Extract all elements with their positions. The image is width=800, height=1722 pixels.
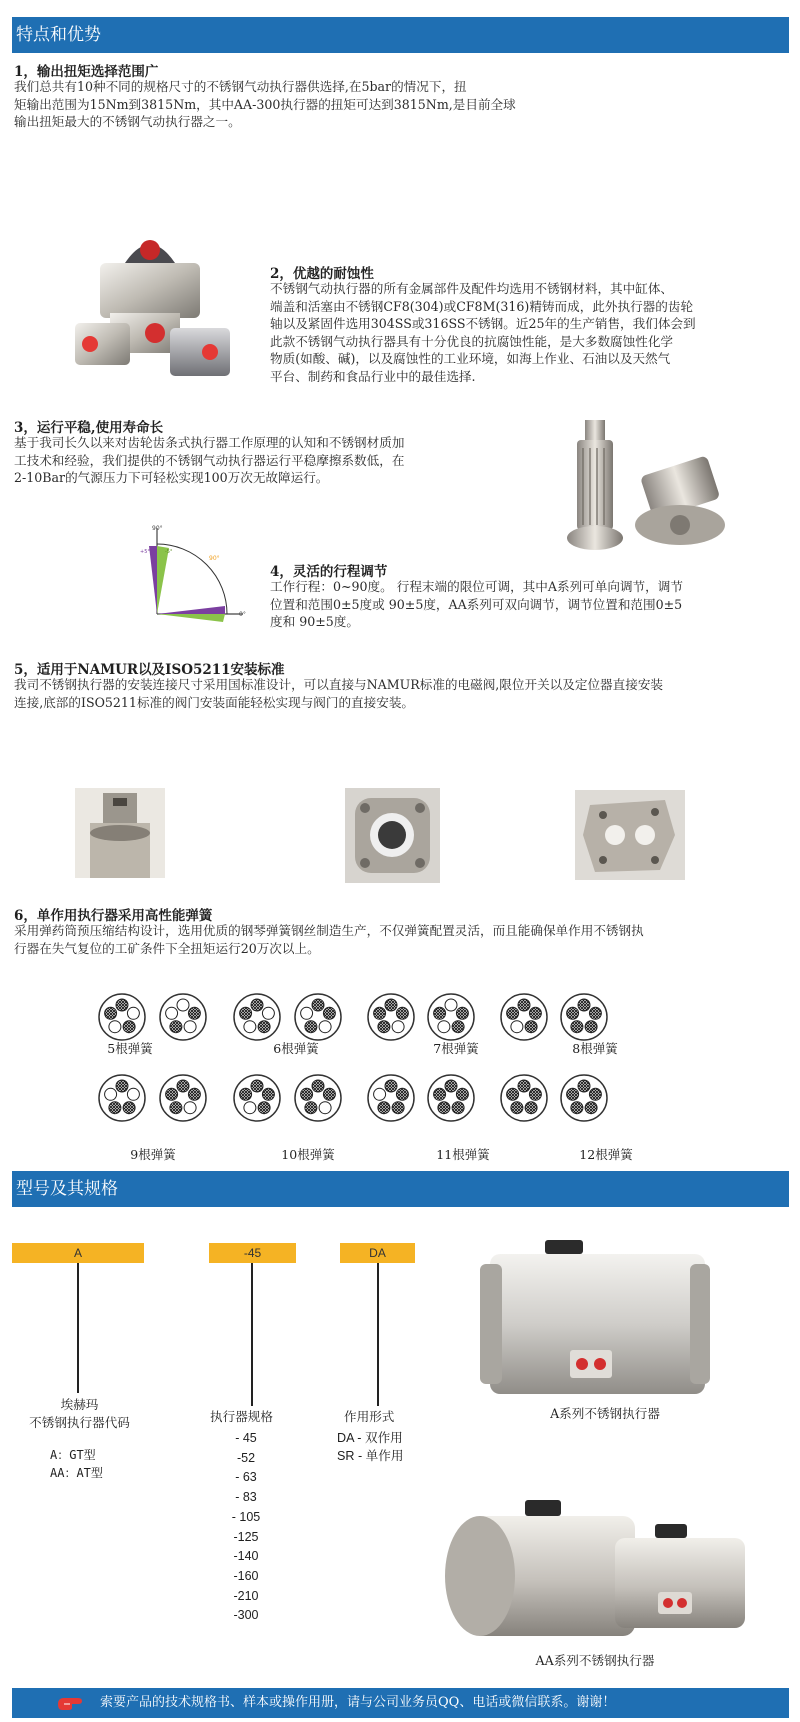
feature5-heading: 5，适用于NAMUR以及ISO5211安装标准 xyxy=(14,662,285,678)
label-90deg: 90° xyxy=(152,525,163,532)
feature3-text xyxy=(14,434,504,487)
spec-item: -52 xyxy=(236,1450,256,1465)
feature5-line: 连接,底部的ISO5211标准的阀门安装面能轻松实现与阀门的直接安装。 xyxy=(14,694,415,710)
spring-coil xyxy=(262,1007,274,1019)
spec-item: - 45 xyxy=(235,1431,257,1445)
spring-coil xyxy=(177,999,189,1011)
spring-coil xyxy=(258,1102,270,1114)
feature4-line: 工作行程：0~90度。 行程末端的限位可调，其中A系列可单向调节，调节 xyxy=(270,579,683,594)
action-title: 作用形式 xyxy=(344,1409,395,1424)
spring-coil xyxy=(312,999,324,1011)
spring-label-7: 7根弹簧 xyxy=(433,1041,479,1056)
spring-coil xyxy=(109,1102,121,1114)
code-values xyxy=(50,1446,103,1482)
spring-label-8: 8根弹簧 xyxy=(572,1041,618,1056)
spring-coil xyxy=(445,1080,457,1092)
pinion-gear-photo xyxy=(555,420,755,560)
a-series-actuator-photo xyxy=(480,1240,710,1405)
spring-coil xyxy=(105,1007,117,1019)
label-90deg-arc: 90° xyxy=(209,555,220,562)
feature3-heading: 3，运行平稳,使用寿命长 xyxy=(14,420,164,436)
feature2-line: 物质(如酸、碱)，以及腐蚀性的工业环境，如海上作业、石油以及天然气 xyxy=(270,351,671,366)
spring-coil xyxy=(396,1088,408,1100)
feature2-text xyxy=(270,280,790,385)
model-tag-size: -45 xyxy=(209,1243,296,1263)
spring-coil xyxy=(116,999,128,1011)
spring-coil xyxy=(511,1102,523,1114)
spring-coil xyxy=(188,1088,200,1100)
spec-list xyxy=(216,1429,276,1626)
spring-coil xyxy=(244,1021,256,1033)
spring-coil xyxy=(571,1102,583,1114)
spring-coil xyxy=(378,1021,390,1033)
spring-coil xyxy=(319,1021,331,1033)
spring-coil xyxy=(525,1021,537,1033)
spring-coil xyxy=(305,1021,317,1033)
spring-coil xyxy=(511,1021,523,1033)
spring-coil xyxy=(567,1088,579,1100)
spring-label-5: 5根弹簧 xyxy=(107,1041,153,1056)
spring-coil xyxy=(184,1021,196,1033)
label-minus5: -5° xyxy=(165,549,173,555)
spring-coil xyxy=(529,1088,541,1100)
spring-coil xyxy=(434,1007,446,1019)
feature4-text xyxy=(270,578,790,631)
spring-coil xyxy=(244,1102,256,1114)
label-0deg: 0° xyxy=(239,611,246,618)
footer-bar xyxy=(12,1688,789,1718)
caption-a-series: A系列不锈钢执行器 xyxy=(550,1406,660,1421)
spring-coil xyxy=(374,1088,386,1100)
code-value: AA：AT型 xyxy=(50,1466,103,1480)
spring-coil xyxy=(251,1080,263,1092)
spec-item: - 105 xyxy=(231,1509,261,1524)
connector-line xyxy=(377,1263,379,1406)
section-title-features: 特点和优势 xyxy=(12,17,789,53)
spring-coil xyxy=(385,1080,397,1092)
feature6-line: 行器在失气复位的工矿条件下全扭矩运行20万次以上。 xyxy=(14,940,320,956)
code-title xyxy=(12,1396,147,1432)
feature5-text xyxy=(14,676,789,711)
pointing-hand-icon xyxy=(56,1695,86,1711)
spring-coil xyxy=(177,1080,189,1092)
spring-coil xyxy=(166,1088,178,1100)
spring-coil xyxy=(127,1007,139,1019)
model-tag-action: DA xyxy=(340,1243,415,1263)
feature1-heading: 1，输出扭矩选择范围广 xyxy=(14,64,159,80)
connector-line xyxy=(251,1263,253,1406)
spring-coil xyxy=(305,1102,317,1114)
spring-coil xyxy=(378,1102,390,1114)
spring-coil xyxy=(585,1021,597,1033)
spring-coil xyxy=(374,1007,386,1019)
feature4-heading: 4，灵活的行程调节 xyxy=(270,564,388,580)
spring-coil xyxy=(456,1007,468,1019)
spring-coil xyxy=(323,1088,335,1100)
spec-item: -125 xyxy=(233,1529,259,1544)
spring-coil xyxy=(170,1102,182,1114)
spring-coil xyxy=(116,1080,128,1092)
namur-interface-photo xyxy=(575,790,685,880)
spring-label-6: 6根弹簧 xyxy=(273,1041,319,1056)
spec-title: 执行器规格 xyxy=(210,1409,273,1424)
feature2-line: 端盖和活塞由不锈钢CF8(304)或CF8M(316)精铸而成，此外执行器的齿轮 xyxy=(270,298,694,314)
spring-coil xyxy=(438,1021,450,1033)
spring-coil xyxy=(525,1102,537,1114)
spring-coil xyxy=(301,1007,313,1019)
spring-coil xyxy=(578,1080,590,1092)
code-value: A：GT型 xyxy=(50,1448,96,1462)
spring-coil xyxy=(438,1102,450,1114)
spring-label-12: 12根弹簧 xyxy=(579,1147,633,1162)
spring-coil xyxy=(529,1007,541,1019)
spring-coil xyxy=(578,999,590,1011)
spring-coil xyxy=(258,1021,270,1033)
feature4-line: 度和 90±5度。 xyxy=(270,614,359,629)
label-plus5: +5° xyxy=(140,549,150,555)
feature3-line: 工技术和经验，我们提供的不锈钢气动执行器运行平稳摩擦系数低，在 xyxy=(14,452,405,468)
spring-coil xyxy=(518,999,530,1011)
feature2-heading: 2，优越的耐蚀性 xyxy=(270,266,374,282)
feature1-line: 输出扭矩最大的不锈钢气动执行器之一。 xyxy=(14,114,241,129)
spring-coil xyxy=(188,1007,200,1019)
spring-coil xyxy=(319,1102,331,1114)
spring-coil xyxy=(123,1102,135,1114)
spring-coil xyxy=(518,1080,530,1092)
aa-series-actuator-photo xyxy=(440,1500,760,1650)
spring-coil xyxy=(585,1102,597,1114)
spring-coil xyxy=(301,1088,313,1100)
code-title-line: 埃赫玛 xyxy=(60,1397,99,1412)
spring-coil xyxy=(589,1007,601,1019)
feature6-heading: 6，单作用执行器采用高性能弹簧 xyxy=(14,908,213,924)
spring-label-11: 11根弹簧 xyxy=(436,1147,490,1162)
feature3-line: 2-10Bar的气源压力下可轻松实现100万次无故障运行。 xyxy=(14,470,329,485)
spring-coil xyxy=(312,1080,324,1092)
feature5-line: 我司不锈钢执行器的安装连接尺寸采用国标准设计，可以直接与NAMUR标准的电磁阀,限位开关以及定位器直接安装 xyxy=(14,677,664,692)
spring-coil xyxy=(262,1088,274,1100)
spring-coil xyxy=(170,1021,182,1033)
spring-coil xyxy=(127,1088,139,1100)
spec-item: -300 xyxy=(233,1608,259,1623)
spring-coil xyxy=(109,1021,121,1033)
spring-coil xyxy=(392,1021,404,1033)
action-list xyxy=(337,1429,403,1465)
spring-coil xyxy=(571,1021,583,1033)
spring-coil xyxy=(392,1102,404,1114)
spring-coil xyxy=(452,1021,464,1033)
feature1-line: 我们总共有10种不同的规格尺寸的不锈钢气动执行器供选择,在5bar的情况下，扭 xyxy=(14,79,467,94)
spring-coil xyxy=(567,1007,579,1019)
spring-coil xyxy=(123,1021,135,1033)
feature1-text xyxy=(14,78,574,131)
spec-item: - 83 xyxy=(235,1490,257,1505)
spring-coil xyxy=(166,1007,178,1019)
spring-label-10: 10根弹簧 xyxy=(281,1147,335,1162)
spec-item: -210 xyxy=(233,1588,259,1603)
feature2-line: 此款不锈钢气动执行器具有十分优良的抗腐蚀性能，是大多数腐蚀性化学 xyxy=(270,333,673,349)
spring-coil xyxy=(105,1088,117,1100)
spring-coil xyxy=(507,1007,519,1019)
feature2-line: 平台、制药和食品行业中的最佳选择. xyxy=(270,368,476,384)
spring-coil xyxy=(184,1102,196,1114)
stroke-angle-diagram xyxy=(135,522,255,622)
limit-switch-photo xyxy=(70,228,270,393)
spring-coil xyxy=(589,1088,601,1100)
action-item: SR - 单作用 xyxy=(337,1449,404,1463)
spring-coil xyxy=(323,1007,335,1019)
spec-item: -140 xyxy=(233,1549,259,1564)
feature4-line: 位置和范围0±5度或 90±5度，AA系列可双向调节，调节位置和范围0±5 xyxy=(270,596,683,612)
feature6-line: 采用弹药筒预压缩结构设计，选用优质的钢琴弹簧钢丝制造生产，不仅弹簧配置灵活，而且能确保单作用不锈钢执 xyxy=(14,923,644,938)
section-title-models: 型号及其规格 xyxy=(12,1171,789,1207)
iso-flange-photo xyxy=(345,788,440,883)
feature2-line: 轴以及紧固件选用304SS或316SS不锈钢。近25年的生产销售，我们体会到 xyxy=(270,316,696,331)
spring-coil xyxy=(456,1088,468,1100)
spring-label-9: 9根弹簧 xyxy=(130,1147,176,1162)
spring-coil xyxy=(434,1088,446,1100)
spring-coil xyxy=(445,999,457,1011)
spring-coil xyxy=(251,999,263,1011)
code-title-line: 不锈钢执行器代码 xyxy=(29,1415,130,1430)
spring-coil xyxy=(240,1088,252,1100)
caption-aa-series: AA系列不锈钢执行器 xyxy=(535,1653,655,1668)
connector-line xyxy=(77,1263,79,1393)
spring-coil xyxy=(452,1102,464,1114)
feature3-line: 基于我司长久以来对齿轮齿条式执行器工作原理的认知和不锈钢材质加 xyxy=(14,435,405,450)
spec-item: - 63 xyxy=(235,1470,257,1485)
spring-coil xyxy=(396,1007,408,1019)
spec-item: -160 xyxy=(233,1568,259,1583)
feature2-line: 不锈钢气动执行器的所有金属部件及配件均选用不锈钢材料，其中缸体、 xyxy=(270,281,673,296)
feature6-text xyxy=(14,922,789,957)
model-tag-series: A xyxy=(12,1243,144,1263)
shaft-top-photo xyxy=(75,788,165,878)
action-item: DA - 双作用 xyxy=(337,1431,403,1445)
spring-coil xyxy=(507,1088,519,1100)
footer-text: 索要产品的技术规格书、样本或操作用册，请与公司业务员QQ、电话或微信联系。谢谢！ xyxy=(100,1695,616,1710)
spring-coil xyxy=(240,1007,252,1019)
spring-coil xyxy=(385,999,397,1011)
feature1-line: 矩输出范围为15Nm到3815Nm，其中AA-300执行器的扭矩可达到3815Nm,是目前全球 xyxy=(14,96,516,112)
